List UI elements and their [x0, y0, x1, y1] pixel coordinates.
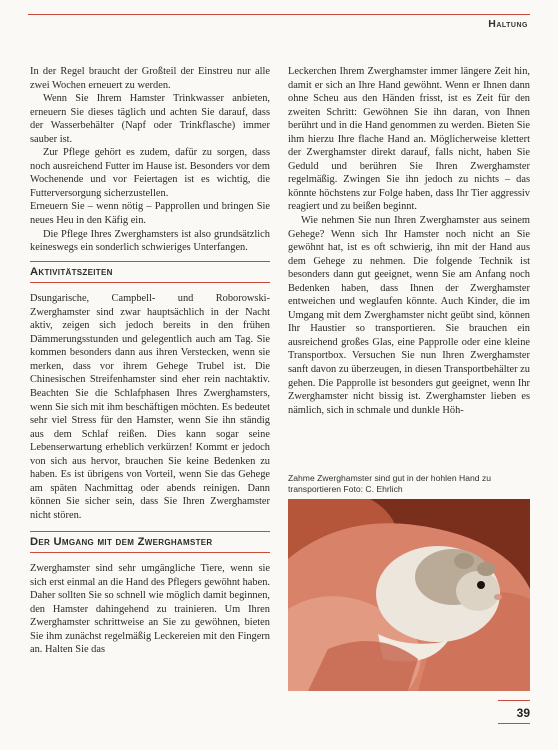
paragraph: Leckerchen Ihrem Zwerghamster immer längere Zeit hin, damit er sich an Ihre Hand gewöhnt. Wenn er Ihnen dann ohne Scheu aus den Händen frisst, ist es Zeit für den zweiten Schritt: Gewöhnen Sie ihn daran, von Ihnen berührt und in die Hand genommen zu werden. Bieten Sie ihm hierzu Ihre flache Hand an. Möglicherweise klettert der Zwerghamster direkt darauf, falls nicht, haben Sie Geduld und berühren Sie Ihren Zwerghamster regelmäßig. Zwingen Sie ihn jedoch zu nichts – das könnte höchstens zur Folge haben, dass Ihr Tier aggressiv reagiert und zu beißen beginnt. — [288, 66, 530, 213]
hamster-in-hand-image — [288, 499, 530, 691]
photo-caption — [288, 473, 530, 495]
paragraph: Wie nehmen Sie nun Ihren Zwerghamster aus seinem Gehege? Wenn sich Ihr Hamster noch nicht an Sie gewöhnt hat, ist es oft schwierig, ihn mit der Hand aus dem Gehege zu nehmen. Die folgende Technik ist besonders dann gut geeignet, wenn Sie am Anfang noch Bedenken haben, dass Ihnen der Zwerghamster entweichen und weglaufen könnte. Auch Kinder, die im Umgang mit dem Zwerghamster nicht geübt sind, können Ihr Haustier so transportieren. Sie brauchen ein ausreichend großes Glas, eine Papprolle oder eine kleine Transportbox. Versuchen Sie nun Ihren Zwerghamster sanft davon zu überzeugen, in diesen Transportbehälter zu gehen. Die Papprolle ist besonders gut geeignet, wenn Ihr Zwerghamster nicht bissig ist. Zwerghamster lieben es nämlich, sich in schmale und dunkle Höh- — [288, 215, 530, 416]
paragraph: Zwerghamster sind sehr umgängliche Tiere, wenn sie sich erst einmal an die Hand des Pflegers gewöhnt haben. Daher sollten Sie so schnell wie möglich damit beginnen, den Hamster dahingehend zu trainieren. Um Ihren Zwerghamster schrittweise an Sie zu gewöhnen, bieten Sie ihm zunächst regelmäßig Leckereien mit den Fingern an. Halten Sie das — [30, 563, 270, 656]
page-number-rule — [498, 700, 530, 701]
caption-text: Zahme Zwerghamster sind gut in der hohlen Hand zu transportieren — [288, 473, 492, 494]
left-column — [30, 65, 270, 657]
right-column — [288, 65, 530, 417]
page-number: 39 — [516, 706, 530, 720]
hamster-photo — [288, 499, 530, 691]
section-rule — [30, 531, 270, 532]
paragraph: Wenn Sie Ihrem Hamster Trinkwasser anbieten, erneuern Sie dieses täglich und achten Sie darauf, dass der Wasserbehälter (Napf oder Trinkflasche) immer sauber ist. — [30, 93, 270, 145]
photo-credit: Foto: C. Ehrlich — [343, 484, 403, 494]
running-head: Haltung — [488, 18, 528, 30]
paragraph: In der Regel braucht der Großteil der Einstreu nur alle zwei Wochen erneuert zu werden. — [30, 66, 270, 91]
section-heading-activity: Aktivitätszeiten — [30, 265, 113, 278]
section-heading-handling: Der Umgang mit dem Zwerghamster — [30, 535, 213, 548]
section-rule — [30, 552, 270, 553]
section-rule — [30, 261, 270, 262]
paragraph: Erneuern Sie – wenn nötig – Papprollen und bringen Sie neues Heu in den Käfig ein. — [30, 201, 270, 227]
paragraph: Die Pflege Ihres Zwerghamsters ist also grundsätzlich keineswegs ein sonderlich schwieriges Unterfangen. — [30, 228, 270, 254]
header-rule — [28, 14, 530, 15]
paragraph: Zur Pflege gehört es zudem, dafür zu sorgen, dass noch ausreichend Futter im Hause ist. Besonders vor dem Wochenende und vor Feiertagen ist es wichtig, die Futterversorgung sicherzustellen. — [30, 147, 270, 199]
section-rule — [30, 282, 270, 283]
paragraph: Dsungarische, Campbell- und Roborowski-Zwerghamster sind zwar hauptsächlich in der Nacht aktiv, zeigen sich jedoch bereits in den frühen Dämmerungsstunden und gelegentlich auch am Tag. Sie kommen besonders dann aus ihren Verstecken, wenn sie merken, dass vor ihrem Gehege Trubel ist. Die Chinesischen Streifenhamster sind eher rein nachtaktiv. Beachten Sie die Schlafphasen Ihres Zwerghamsters, wenn Sie sich mit ihm beschäftigen möchten. Es bedeutet sehr viel Stress für den Hamster, wenn Sie ihn ständig aus dem Schlaf reißen. Dies kann sogar seine Lebenserwartung erheblich verkürzen! Kommt er jedoch von sich aus hervor, brauchen Sie keine Bedenken zu haben. Es ist übrigens von Vorteil, wenn Sie das Gehege am späten Nachmittag oder abends reinigen. Dann können Sie sicher sein, dass Sie Ihren Zwerghamster nicht stören. — [30, 293, 270, 521]
page-number-rule — [498, 723, 530, 724]
